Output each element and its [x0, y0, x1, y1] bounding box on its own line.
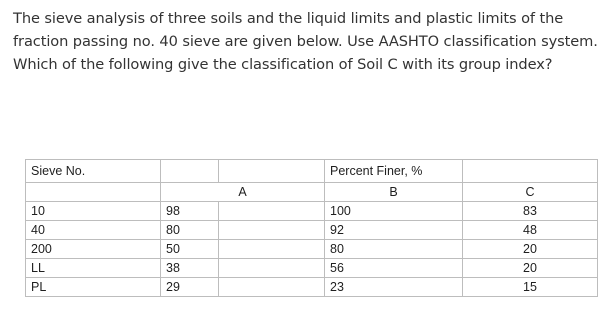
empty-header-cell	[463, 160, 598, 183]
empty-cell	[219, 278, 325, 297]
soil-header-row	[26, 183, 598, 202]
table-row	[26, 259, 598, 278]
soil-b-value: 23	[325, 278, 463, 297]
soil-c-value: 15	[463, 278, 598, 297]
soil-c-header: C	[463, 183, 598, 202]
empty-cell	[219, 259, 325, 278]
sieve-cell: 10	[26, 202, 161, 221]
empty-header-cell	[161, 160, 219, 183]
table-title-row	[26, 160, 598, 183]
empty-header-cell	[26, 183, 161, 202]
soil-c-value: 20	[463, 240, 598, 259]
soil-a-value: 29	[161, 278, 219, 297]
soil-a-value: 38	[161, 259, 219, 278]
table-row	[26, 221, 598, 240]
soil-a-header: A	[161, 183, 325, 202]
empty-header-cell	[219, 160, 325, 183]
table-row	[26, 240, 598, 259]
soil-c-value: 20	[463, 259, 598, 278]
soil-a-value: 98	[161, 202, 219, 221]
sieve-analysis-table	[25, 159, 598, 297]
soil-b-value: 92	[325, 221, 463, 240]
soil-b-value: 80	[325, 240, 463, 259]
sieve-no-header: Sieve No.	[26, 160, 161, 183]
soil-a-value: 80	[161, 221, 219, 240]
soil-c-value: 83	[463, 202, 598, 221]
soil-a-value: 50	[161, 240, 219, 259]
empty-cell	[219, 202, 325, 221]
table-row	[26, 202, 598, 221]
soil-b-header: B	[325, 183, 463, 202]
empty-cell	[219, 221, 325, 240]
soil-b-value: 100	[325, 202, 463, 221]
percent-finer-header: Percent Finer, %	[325, 160, 463, 183]
empty-cell	[219, 240, 325, 259]
soil-b-value: 56	[325, 259, 463, 278]
sieve-cell: 40	[26, 221, 161, 240]
soil-c-value: 48	[463, 221, 598, 240]
question-text: The sieve analysis of three soils and the liquid limits and plastic limits of the fraction passing no. 40 sieve are given below. Use AASHTO classification system. Which of the following give the classification of Soil C with its group index?	[13, 10, 598, 73]
sieve-cell: 200	[26, 240, 161, 259]
table-row	[26, 278, 598, 297]
sieve-cell: PL	[26, 278, 161, 297]
sieve-cell: LL	[26, 259, 161, 278]
